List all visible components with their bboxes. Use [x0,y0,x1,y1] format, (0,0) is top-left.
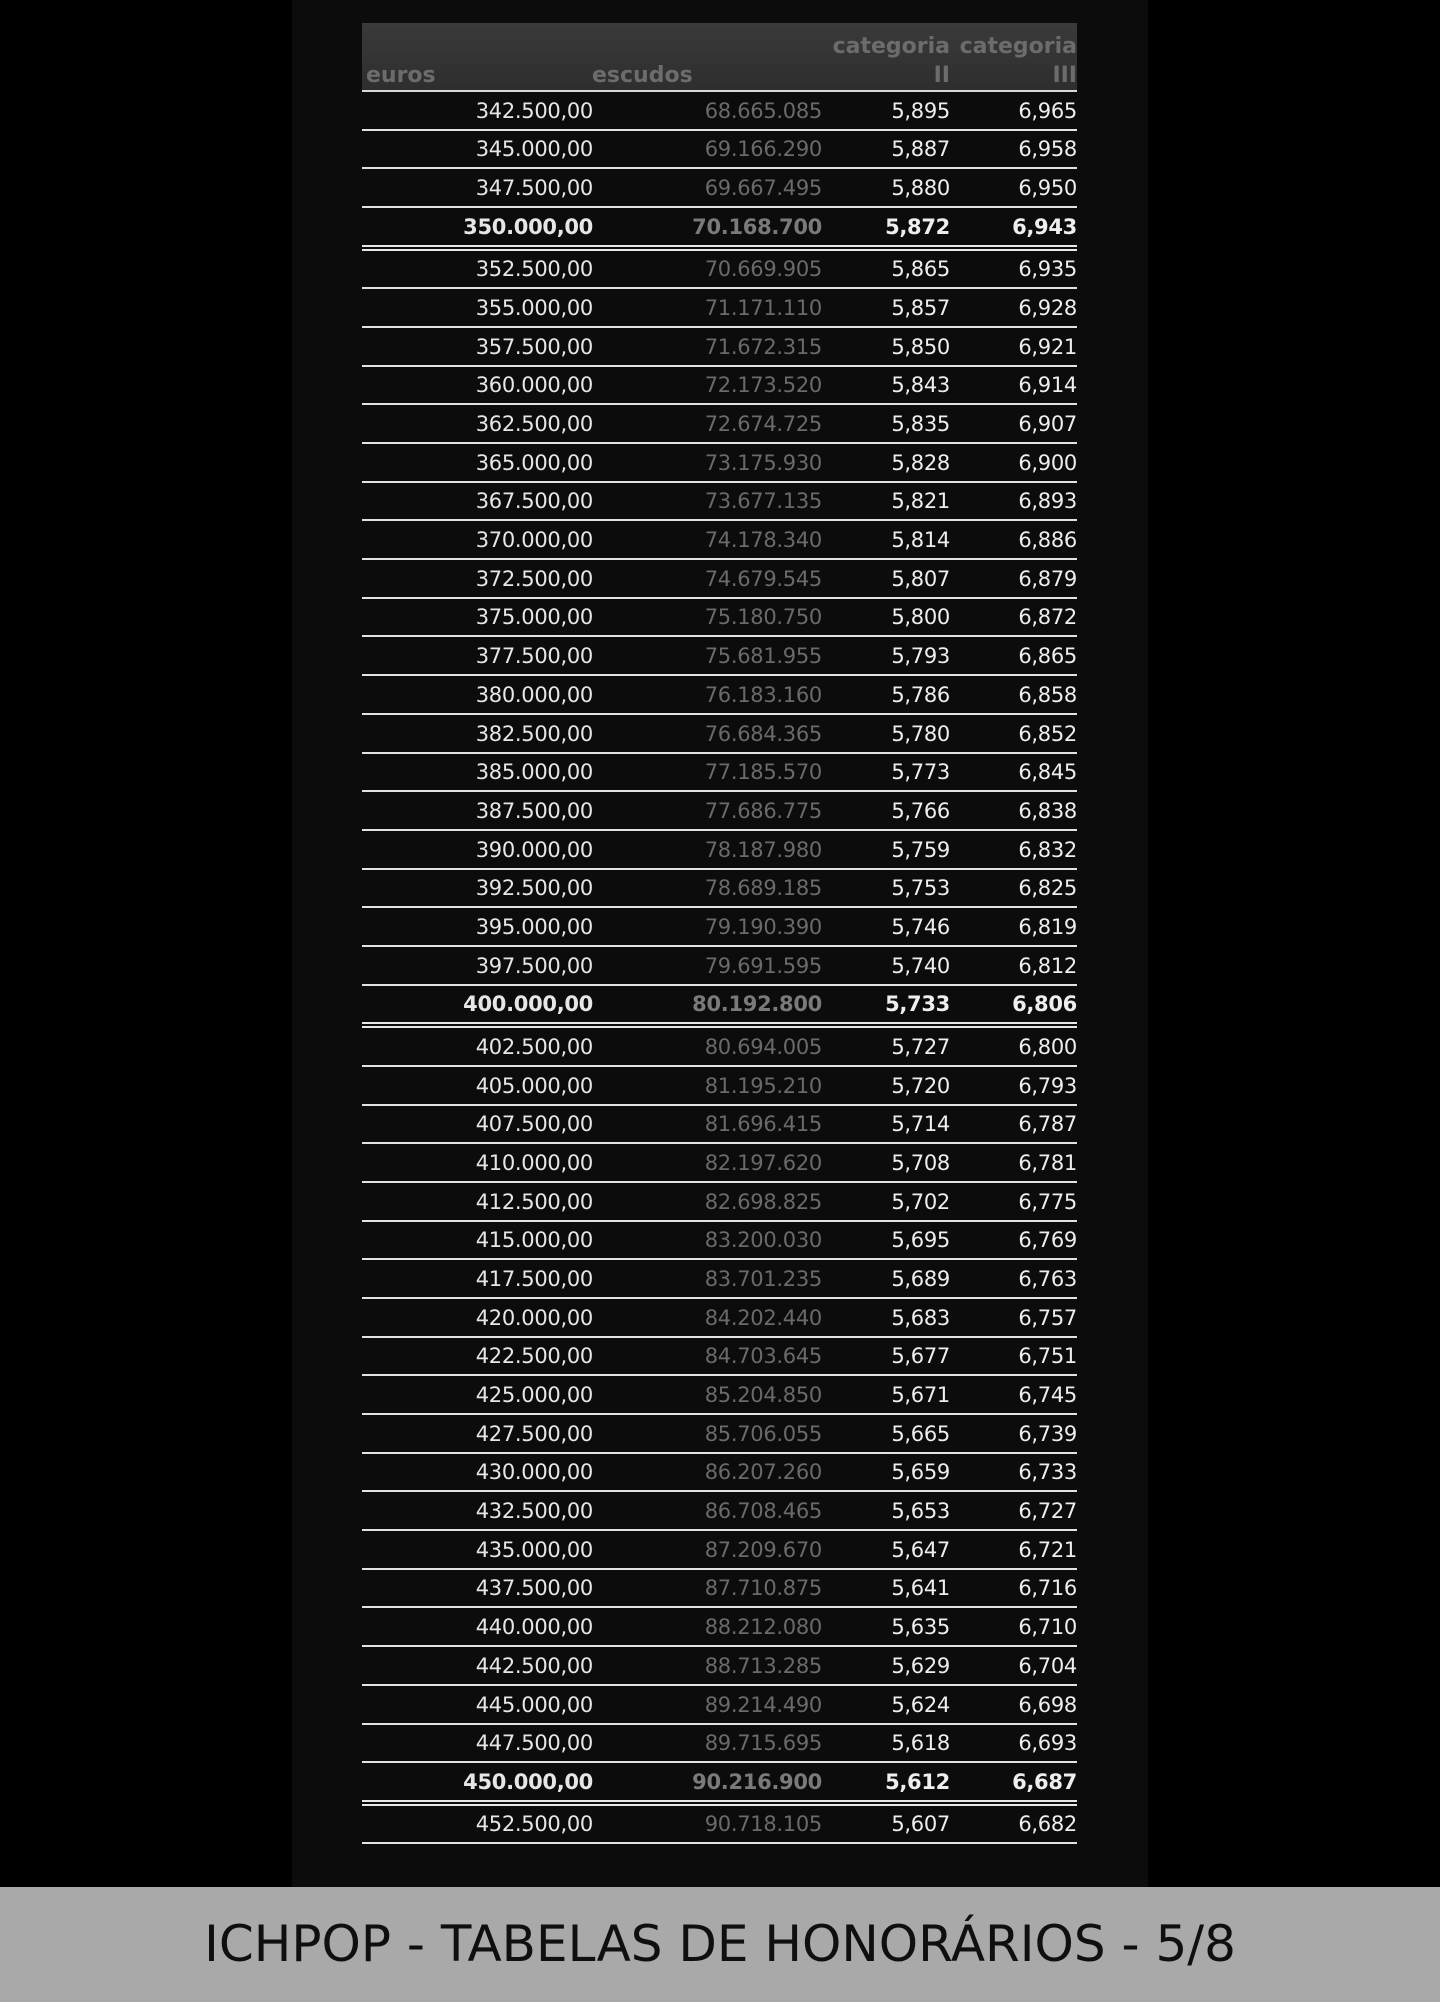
cell-categoria-ii: 5,850 [891,334,950,359]
cell-euros: 345.000,00 [475,137,593,162]
cell-escudos: 78.187.980 [704,837,822,862]
table-row [362,169,1077,208]
cell-categoria-ii: 5,843 [891,373,950,398]
cell-escudos: 70.669.905 [704,257,822,282]
cell-categoria-iii: 6,852 [1018,721,1077,746]
cell-categoria-iii: 6,872 [1018,605,1077,630]
cell-categoria-iii: 6,751 [1018,1344,1077,1369]
cell-categoria-iii: 6,858 [1018,682,1077,707]
cell-escudos: 71.672.315 [704,334,822,359]
cell-categoria-iii: 6,698 [1018,1692,1077,1717]
table-row [362,1415,1077,1454]
cell-escudos: 75.681.955 [704,644,822,669]
table-row [362,676,1077,715]
cell-categoria-ii: 5,659 [891,1460,950,1485]
cell-categoria-iii: 6,943 [1012,214,1077,239]
cell-categoria-iii: 6,812 [1018,953,1077,978]
cell-euros: 422.500,00 [475,1344,593,1369]
cell-escudos: 68.665.085 [704,98,822,123]
cell-escudos: 86.708.465 [704,1499,822,1524]
cell-categoria-iii: 6,950 [1018,176,1077,201]
cell-categoria-ii: 5,607 [891,1812,950,1837]
cell-escudos: 90.718.105 [704,1812,822,1837]
table-header [362,23,1077,92]
cell-categoria-iii: 6,865 [1018,644,1077,669]
cell-categoria-ii: 5,800 [891,605,950,630]
cell-categoria-ii: 5,733 [885,992,950,1017]
cell-euros: 435.000,00 [475,1537,593,1562]
cell-euros: 382.500,00 [475,721,593,746]
table-row [362,986,1077,1029]
cell-escudos: 85.204.850 [704,1383,822,1407]
header-categoria-ii-line2: II [933,63,950,88]
header-euros: euros [366,63,436,88]
cell-categoria-ii: 5,880 [891,176,950,201]
cell-categoria-iii: 6,845 [1018,760,1077,785]
page-footer [0,1887,1440,2002]
cell-categoria-iii: 6,757 [1018,1305,1077,1330]
cell-euros: 360.000,00 [475,373,593,398]
cell-escudos: 70.168.700 [692,214,822,239]
table-row [362,1763,1077,1806]
cell-categoria-ii: 5,683 [891,1305,950,1330]
cell-categoria-ii: 5,714 [891,1112,950,1137]
cell-categoria-iii: 6,769 [1018,1228,1077,1253]
cell-categoria-iii: 6,893 [1018,489,1077,514]
cell-euros: 342.500,00 [475,98,593,123]
header-categoria-iii-line2: III [1052,63,1077,88]
cell-escudos: 87.209.670 [704,1537,822,1562]
cell-escudos: 77.185.570 [704,760,822,785]
cell-categoria-iii: 6,806 [1012,992,1077,1017]
cell-escudos: 72.674.725 [704,412,822,436]
cell-escudos: 79.691.595 [704,953,822,978]
cell-categoria-iii: 6,716 [1018,1576,1077,1601]
table-row [362,1260,1077,1299]
cell-euros: 387.500,00 [475,798,593,823]
cell-categoria-ii: 5,740 [891,953,950,978]
header-categoria-ii-line1: categoria [832,34,950,59]
cell-escudos: 75.180.750 [704,605,822,630]
cell-categoria-ii: 5,895 [891,98,950,123]
cell-categoria-ii: 5,746 [891,914,950,939]
cell-euros: 350.000,00 [463,214,593,239]
cell-escudos: 80.694.005 [704,1034,822,1059]
cell-categoria-ii: 5,624 [891,1692,950,1717]
table-row [362,1183,1077,1222]
cell-euros: 390.000,00 [475,837,593,862]
header-categoria-iii-line1: categoria [959,34,1077,59]
header-categoria-ii [825,32,950,90]
table-row [362,1338,1077,1377]
cell-categoria-ii: 5,887 [891,137,950,162]
cell-categoria-iii: 6,921 [1018,334,1077,359]
cell-euros: 412.500,00 [475,1189,593,1214]
cell-escudos: 69.166.290 [704,137,822,162]
cell-escudos: 81.195.210 [704,1073,822,1098]
cell-categoria-ii: 5,872 [885,214,950,239]
table-row [362,328,1077,367]
cell-categoria-iii: 6,965 [1018,98,1077,123]
cell-euros: 447.500,00 [475,1731,593,1756]
fee-table [362,23,1077,1844]
cell-categoria-ii: 5,641 [891,1576,950,1601]
cell-categoria-ii: 5,865 [891,257,950,282]
cell-escudos: 83.701.235 [704,1266,822,1291]
cell-categoria-iii: 6,958 [1018,137,1077,162]
table-row [362,521,1077,560]
cell-categoria-iii: 6,886 [1018,528,1077,553]
cell-categoria-iii: 6,745 [1018,1383,1077,1407]
cell-escudos: 87.710.875 [704,1576,822,1601]
cell-euros: 450.000,00 [463,1769,593,1794]
cell-euros: 365.000,00 [475,450,593,475]
cell-euros: 397.500,00 [475,953,593,978]
table-row [362,367,1077,406]
cell-categoria-ii: 5,612 [885,1769,950,1794]
cell-categoria-ii: 5,766 [891,798,950,823]
cell-categoria-ii: 5,857 [891,295,950,320]
cell-escudos: 74.178.340 [704,528,822,553]
table-row [362,1144,1077,1183]
cell-euros: 362.500,00 [475,412,593,436]
cell-euros: 407.500,00 [475,1112,593,1137]
cell-escudos: 76.684.365 [704,721,822,746]
cell-categoria-iii: 6,687 [1012,1769,1077,1794]
cell-categoria-iii: 6,693 [1018,1731,1077,1756]
cell-escudos: 71.171.110 [704,295,822,320]
table-row [362,1067,1077,1106]
cell-escudos: 83.200.030 [704,1228,822,1253]
cell-escudos: 90.216.900 [692,1769,822,1794]
cell-escudos: 78.689.185 [704,876,822,901]
table-row [362,444,1077,483]
cell-euros: 395.000,00 [475,914,593,939]
table-row [362,1222,1077,1261]
cell-categoria-ii: 5,665 [891,1421,950,1446]
cell-categoria-iii: 6,727 [1018,1499,1077,1524]
table-row [362,947,1077,986]
cell-categoria-iii: 6,825 [1018,876,1077,901]
cell-categoria-ii: 5,759 [891,837,950,862]
table-row [362,1806,1077,1845]
cell-categoria-iii: 6,739 [1018,1421,1077,1446]
cell-categoria-ii: 5,753 [891,876,950,901]
cell-categoria-iii: 6,900 [1018,450,1077,475]
cell-escudos: 89.214.490 [704,1692,822,1717]
cell-categoria-iii: 6,838 [1018,798,1077,823]
cell-categoria-iii: 6,721 [1018,1537,1077,1562]
cell-euros: 452.500,00 [475,1812,593,1837]
table-row [362,908,1077,947]
cell-escudos: 76.183.160 [704,682,822,707]
table-row [362,599,1077,638]
table-row [362,792,1077,831]
cell-euros: 415.000,00 [475,1228,593,1253]
cell-euros: 357.500,00 [475,334,593,359]
cell-categoria-ii: 5,702 [891,1189,950,1214]
cell-euros: 402.500,00 [475,1034,593,1059]
cell-euros: 347.500,00 [475,176,593,201]
cell-categoria-ii: 5,821 [891,489,950,514]
table-row [362,405,1077,444]
cell-categoria-iii: 6,781 [1018,1150,1077,1175]
cell-escudos: 82.197.620 [704,1150,822,1175]
cell-escudos: 84.703.645 [704,1344,822,1369]
table-row [362,92,1077,131]
table-row [362,870,1077,909]
cell-categoria-iii: 6,907 [1018,412,1077,436]
table-row [362,715,1077,754]
cell-escudos: 73.677.135 [704,489,822,514]
cell-escudos: 72.173.520 [704,373,822,398]
table-row [362,637,1077,676]
table-row [362,1725,1077,1764]
cell-escudos: 89.715.695 [704,1731,822,1756]
table-row [362,1492,1077,1531]
cell-categoria-ii: 5,647 [891,1537,950,1562]
table-row [362,1608,1077,1647]
cell-euros: 420.000,00 [475,1305,593,1330]
table-row [362,1454,1077,1493]
table-row [362,1686,1077,1725]
cell-categoria-iii: 6,775 [1018,1189,1077,1214]
cell-categoria-ii: 5,720 [891,1073,950,1098]
table-row [362,560,1077,599]
cell-categoria-iii: 6,793 [1018,1073,1077,1098]
cell-categoria-ii: 5,708 [891,1150,950,1175]
cell-categoria-ii: 5,727 [891,1034,950,1059]
document-page [292,0,1148,1887]
cell-euros: 355.000,00 [475,295,593,320]
cell-categoria-iii: 6,800 [1018,1034,1077,1059]
cell-categoria-iii: 6,787 [1018,1112,1077,1137]
cell-euros: 377.500,00 [475,644,593,669]
cell-categoria-ii: 5,793 [891,644,950,669]
header-escudos: escudos [592,63,693,88]
cell-categoria-ii: 5,786 [891,682,950,707]
cell-euros: 437.500,00 [475,1576,593,1601]
cell-categoria-ii: 5,807 [891,566,950,591]
cell-euros: 405.000,00 [475,1073,593,1098]
table-row [362,289,1077,328]
cell-categoria-ii: 5,629 [891,1653,950,1678]
cell-euros: 385.000,00 [475,760,593,785]
cell-categoria-ii: 5,814 [891,528,950,553]
cell-escudos: 84.202.440 [704,1305,822,1330]
table-row [362,1299,1077,1338]
table-row [362,1376,1077,1415]
table-row [362,208,1077,251]
cell-euros: 392.500,00 [475,876,593,901]
cell-escudos: 77.686.775 [704,798,822,823]
cell-euros: 375.000,00 [475,605,593,630]
cell-escudos: 73.175.930 [704,450,822,475]
table-row [362,1028,1077,1067]
cell-euros: 352.500,00 [475,257,593,282]
cell-categoria-ii: 5,835 [891,412,950,436]
cell-categoria-iii: 6,914 [1018,373,1077,398]
cell-categoria-iii: 6,879 [1018,566,1077,591]
cell-categoria-iii: 6,763 [1018,1266,1077,1291]
table-row [362,1106,1077,1145]
cell-euros: 440.000,00 [475,1615,593,1640]
cell-escudos: 88.212.080 [704,1615,822,1640]
table-row [362,1570,1077,1609]
cell-euros: 445.000,00 [475,1692,593,1717]
cell-escudos: 82.698.825 [704,1189,822,1214]
cell-categoria-iii: 6,682 [1018,1812,1077,1837]
cell-euros: 417.500,00 [475,1266,593,1291]
cell-categoria-ii: 5,671 [891,1383,950,1407]
cell-categoria-ii: 5,780 [891,721,950,746]
cell-escudos: 79.190.390 [704,914,822,939]
table-row [362,483,1077,522]
table-row [362,831,1077,870]
cell-euros: 370.000,00 [475,528,593,553]
table-row [362,251,1077,290]
cell-escudos: 86.207.260 [704,1460,822,1485]
cell-escudos: 74.679.545 [704,566,822,591]
cell-euros: 400.000,00 [463,992,593,1017]
cell-euros: 380.000,00 [475,682,593,707]
cell-categoria-ii: 5,828 [891,450,950,475]
cell-categoria-iii: 6,935 [1018,257,1077,282]
table-row [362,131,1077,170]
cell-escudos: 81.696.415 [704,1112,822,1137]
cell-euros: 425.000,00 [475,1383,593,1407]
cell-categoria-ii: 5,618 [891,1731,950,1756]
cell-euros: 367.500,00 [475,489,593,514]
cell-categoria-ii: 5,635 [891,1615,950,1640]
cell-categoria-ii: 5,677 [891,1344,950,1369]
table-row [362,754,1077,793]
cell-euros: 432.500,00 [475,1499,593,1524]
cell-euros: 427.500,00 [475,1421,593,1446]
cell-categoria-ii: 5,695 [891,1228,950,1253]
footer-title: ICHPOP - TABELAS DE HONORÁRIOS - 5/8 [204,1915,1236,1973]
cell-categoria-ii: 5,653 [891,1499,950,1524]
cell-categoria-iii: 6,928 [1018,295,1077,320]
cell-euros: 372.500,00 [475,566,593,591]
cell-categoria-iii: 6,733 [1018,1460,1077,1485]
cell-categoria-ii: 5,689 [891,1266,950,1291]
table-body [362,92,1077,1844]
cell-euros: 410.000,00 [475,1150,593,1175]
cell-categoria-iii: 6,819 [1018,914,1077,939]
cell-categoria-iii: 6,704 [1018,1653,1077,1678]
table-row [362,1531,1077,1570]
cell-escudos: 69.667.495 [704,176,822,201]
header-categoria-iii [952,32,1077,90]
cell-euros: 442.500,00 [475,1653,593,1678]
cell-escudos: 85.706.055 [704,1421,822,1446]
cell-categoria-iii: 6,832 [1018,837,1077,862]
cell-escudos: 88.713.285 [704,1653,822,1678]
cell-categoria-ii: 5,773 [891,760,950,785]
cell-escudos: 80.192.800 [692,992,822,1017]
cell-euros: 430.000,00 [475,1460,593,1485]
table-row [362,1647,1077,1686]
cell-categoria-iii: 6,710 [1018,1615,1077,1640]
